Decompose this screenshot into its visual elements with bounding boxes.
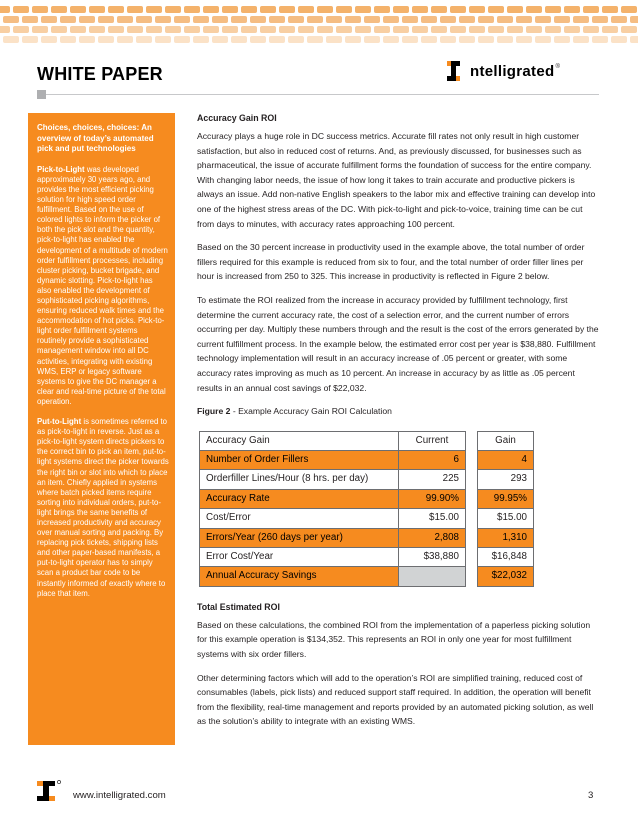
header-band-tile — [469, 6, 485, 13]
header-band-tile — [155, 16, 171, 23]
table-header-cell: Current — [399, 431, 466, 450]
header-band-tile — [3, 16, 19, 23]
header-band-tile — [193, 16, 209, 23]
header-band-tile — [516, 16, 532, 23]
table-cell-gain: 99.95% — [478, 489, 534, 508]
header-band-tile — [51, 26, 67, 33]
table-cell-gain: 4 — [478, 451, 534, 470]
header-band-tile — [374, 6, 390, 13]
header-band-tile — [421, 36, 437, 43]
header-band-tile — [621, 26, 637, 33]
header-band-tile — [364, 16, 380, 23]
header-band-tile — [440, 36, 456, 43]
header-band-tile — [108, 26, 124, 33]
table-cell-label: Error Cost/Year — [200, 548, 399, 567]
header-band-tile — [535, 36, 551, 43]
header-band-tile — [241, 6, 257, 13]
header-band-tile — [146, 26, 162, 33]
header-band-tile — [317, 26, 333, 33]
heading-total-estimated-roi: Total Estimated ROI — [197, 601, 280, 612]
header-band-tile — [583, 6, 599, 13]
table-row — [200, 470, 534, 489]
header-band-tile — [117, 16, 133, 23]
table-gap — [466, 451, 478, 470]
table-cell-gain: $22,032 — [478, 567, 534, 586]
header-band-tile — [13, 6, 29, 13]
header-band-tile — [98, 36, 114, 43]
footer-logo-icon — [37, 779, 63, 808]
header-band-tile — [345, 16, 361, 23]
header-band-tile — [469, 26, 485, 33]
header-band-tile — [573, 36, 589, 43]
header-band-tile — [146, 6, 162, 13]
table-gap — [466, 489, 478, 508]
header-band-tile — [450, 6, 466, 13]
figure-label: Figure 2 — [197, 406, 231, 417]
header-band-tile — [174, 36, 190, 43]
table-row — [200, 451, 534, 470]
header-band-tile — [393, 26, 409, 33]
header-band-tile — [155, 36, 171, 43]
header-band-tile — [0, 26, 10, 33]
header-band-tile — [184, 6, 200, 13]
header-band-tile — [431, 6, 447, 13]
header-band-tile — [573, 16, 589, 23]
header-band-tile — [526, 6, 542, 13]
roi-table — [199, 431, 534, 587]
header-band-tile — [288, 16, 304, 23]
sidebar-term-pick-to-light: Pick-to-Light — [37, 164, 85, 174]
table-gap — [466, 470, 478, 489]
paragraph-combined-roi: Based on these calculations, the combined ROI from the implementation of a paperless picking solution for this example operation is $134,352. This represents an ROI in only one year for most fulfillment systems with six order fillers. — [197, 619, 591, 659]
header-band-tile — [326, 16, 342, 23]
header-band-tile — [298, 6, 314, 13]
heading-accuracy-gain-roi: Accuracy Gain ROI — [197, 113, 277, 123]
header-band-tile — [393, 6, 409, 13]
header-band-tile — [459, 16, 475, 23]
header-band-tile — [431, 26, 447, 33]
company-logo — [447, 60, 560, 82]
header-band-tile — [279, 26, 295, 33]
logo-mark-icon — [447, 60, 469, 82]
logo-registered-mark: ® — [555, 64, 560, 70]
table-header-cell: Gain — [478, 431, 534, 450]
sidebar-panel — [28, 113, 175, 745]
header-band-tile — [136, 36, 152, 43]
table-cell-label: Number of Order Fillers — [200, 451, 399, 470]
header-band-tile — [507, 6, 523, 13]
table-cell-current — [399, 567, 466, 586]
header-band-tile — [79, 16, 95, 23]
header-band-tile — [222, 26, 238, 33]
header-band-tile — [383, 16, 399, 23]
sidebar-text-pick-to-light: was developed approximately 30 years ago, and provides the most efficient picking solution for high speed order fulfillment. Based on the use of colored lights to inform the picker of both the pick slot and the quantity, pick-to-light has enabled the development of a multitude of modern order fulfillment processes, including cluster picking, bucket brigade, and dynamic slotting. Pick-to-light has also enabled the development of sophisticated picking algorithms, ensuring reduced walk times and the accommodation of hot picks. Pick-to-light order fulfillment systems routinely provide a sophisticated management window into all DC activities, integrating with existing WMS, ERP or legacy software systems to give the DC manager a clear and real-time picture of the total operation. — [37, 164, 168, 406]
header-band-tile — [402, 16, 418, 23]
sidebar-put-to-light — [37, 417, 169, 599]
header-band-tile — [364, 36, 380, 43]
header-band-tile — [592, 36, 608, 43]
page-title: WHITE PAPER — [37, 64, 163, 84]
header-band-tile — [488, 6, 504, 13]
header-band-tile — [89, 26, 105, 33]
table-row — [200, 509, 534, 528]
table-gap — [466, 528, 478, 547]
header-band-tile — [374, 26, 390, 33]
header-band-tile — [260, 6, 276, 13]
main-content — [197, 112, 599, 738]
header-band-tile — [298, 26, 314, 33]
paragraph-accuracy-intro: Accuracy plays a huge role in DC success metrics. Accurate fill rates not only result in high customer satisfaction, but also in reduced cost of returns. And, as previously discussed, for businesses such as pharmaceutical, the issue of accurate fulfillment forms the foundation of success for the entire company. With changing labor needs, the issue of how long it takes to train accurate and productive pickers is always an issue. Add non-native English speakers to the labor mix and effective training can develop into one of the highest stress areas of the DC. With pick-to-light and pick-to-voice, training time can be cut from days to minutes, with accuracy rates approaching 100 percent. — [197, 131, 596, 229]
header-band-tile — [478, 16, 494, 23]
header-band-tile — [3, 36, 19, 43]
header-band-tile — [136, 16, 152, 23]
header-band-tile — [269, 16, 285, 23]
header-band-tile — [526, 26, 542, 33]
header-band-tile — [203, 6, 219, 13]
header-band-tile — [108, 6, 124, 13]
header-band-tile — [98, 16, 114, 23]
table-cell-current: $38,880 — [399, 548, 466, 567]
sidebar-text-put-to-light: is sometimes referred to as pick-to-light in reverse. Just as a pick-to-light system directs pickers to the correct bin to pick an item, put-to-light systems direct the picker towards the right bin or slot into which to place an item. Chiefly applied in systems where batch picked items require sorting into individual orders, put-to-light brings the same benefits of increased productivity and accuracy over manual sorting and packing. By replacing pick tickets, shipping lists and other paper-based manifests, a put-to-light operator has to simply scan a product bar code to be instantly informed of exactly where to place that item. — [37, 417, 169, 598]
header-band-tile — [212, 16, 228, 23]
header-band-tile — [22, 16, 38, 23]
header-band-tile — [32, 6, 48, 13]
table-gap — [466, 567, 478, 586]
decorative-header-band — [0, 0, 638, 48]
header-band-tile — [402, 36, 418, 43]
header-band-tile — [41, 16, 57, 23]
header-band-tile — [602, 26, 618, 33]
sidebar-term-put-to-light: Put-to-Light — [37, 417, 82, 427]
header-band-tile — [507, 26, 523, 33]
header-band-tile — [383, 36, 399, 43]
header-band-tile — [336, 6, 352, 13]
header-band-tile — [222, 6, 238, 13]
table-row — [200, 528, 534, 547]
header-band-tile — [440, 16, 456, 23]
header-band-tile — [127, 6, 143, 13]
table-row — [200, 567, 534, 586]
header-band-tile — [203, 26, 219, 33]
header-band-tile — [250, 16, 266, 23]
sidebar-intro: Choices, choices, choices: An overview of today’s automated pick and put technologies — [37, 123, 154, 154]
paragraph-roi-estimate: To estimate the ROI realized from the increase in accuracy provided by fulfillment technology, first determine the current accuracy rate, the cost of a selection error, and the current number of errors occurring per day. Multiply these numbers through and the result is the cost of the errors generated by the current fulfillment process. In the example below, the estimated error cost per year is $38,880. Fulfillment technology implementation will result in an accuracy increase of .05 percent or greater, with some accuracy rates improving as much as 10 percent. An increase in accuracy by as little as .05 percent results in an annual cost savings of $22,032. — [197, 294, 599, 393]
header-band-tile — [41, 36, 57, 43]
page-number: 3 — [588, 790, 594, 801]
header-divider-tab — [37, 90, 46, 99]
header-band-tile — [70, 6, 86, 13]
header-band-tile — [554, 16, 570, 23]
header-band-tile — [545, 6, 561, 13]
header-band-tile — [165, 6, 181, 13]
paragraph-other-factors: Other determining factors which will add to the operation’s ROI are simplified training, reduced cost of consumables (labels, pick lists) and reduced support staff required. In addition, the operation will benefit from the flexibility, real-time management and reports provided by an automated picking solution, as well as the solution’s ability to integrate with an existing WMS. — [197, 672, 594, 727]
figure-caption — [197, 404, 599, 419]
sidebar-pick-to-light — [37, 165, 169, 407]
header-band-tile — [269, 36, 285, 43]
footer-website-link[interactable]: www.intelligrated.com — [73, 790, 166, 801]
table-cell-label: Cost/Error — [200, 509, 399, 528]
header-band-tile — [165, 26, 181, 33]
header-band-tile — [611, 36, 627, 43]
header-band-tile — [564, 6, 580, 13]
table-cell-gain: $15.00 — [478, 509, 534, 528]
header-band-tile — [22, 36, 38, 43]
header-band-tile — [127, 26, 143, 33]
header-band-tile — [459, 36, 475, 43]
paragraph-productivity: Based on the 30 percent increase in productivity used in the example above, the total number of order fillers required for this example is reduced from six to four, and the total number of order filler lines per hour is increased from 250 to 325. This increase in productivity is reflected in Figure 2 below. — [197, 242, 585, 282]
header-band-tile — [564, 26, 580, 33]
header-band-tile — [13, 26, 29, 33]
header-band-tile — [51, 6, 67, 13]
table-cell-current: 2,808 — [399, 528, 466, 547]
table-cell-current: 6 — [399, 451, 466, 470]
header-band-tile — [279, 6, 295, 13]
header-band-tile — [241, 26, 257, 33]
header-band-tile — [421, 16, 437, 23]
header-band-tile — [621, 6, 637, 13]
header-band-tile — [545, 26, 561, 33]
table-cell-current: 99.90% — [399, 489, 466, 508]
header-band-tile — [60, 16, 76, 23]
header-band-tile — [326, 36, 342, 43]
table-cell-current: $15.00 — [399, 509, 466, 528]
header-band-tile — [250, 36, 266, 43]
header-band-tile — [345, 36, 361, 43]
header-band-tile — [602, 6, 618, 13]
header-band-tile — [288, 36, 304, 43]
table-cell-gain: 293 — [478, 470, 534, 489]
header-band-tile — [231, 16, 247, 23]
header-band-tile — [32, 26, 48, 33]
header-divider — [37, 94, 599, 95]
header-band-tile — [488, 26, 504, 33]
table-gap — [466, 431, 478, 450]
header-band-tile — [535, 16, 551, 23]
table-header-cell: Accuracy Gain — [200, 431, 399, 450]
table-cell-label: Errors/Year (260 days per year) — [200, 528, 399, 547]
header-band-tile — [184, 26, 200, 33]
table-gap — [466, 509, 478, 528]
header-band-tile — [212, 36, 228, 43]
header-band-tile — [497, 36, 513, 43]
header-band-tile — [630, 36, 638, 43]
table-gap — [466, 548, 478, 567]
header-band-tile — [260, 26, 276, 33]
header-band-tile — [307, 36, 323, 43]
header-band-tile — [231, 36, 247, 43]
table-header-row — [200, 431, 534, 450]
header-band-tile — [336, 26, 352, 33]
header-band-tile — [317, 6, 333, 13]
header-band-tile — [60, 36, 76, 43]
header-band-tile — [307, 16, 323, 23]
header-band-tile — [478, 36, 494, 43]
header-band-tile — [611, 16, 627, 23]
header-band-tile — [355, 26, 371, 33]
header-band-tile — [412, 6, 428, 13]
header-band-tile — [412, 26, 428, 33]
header-band-tile — [630, 16, 638, 23]
header-band-tile — [554, 36, 570, 43]
header-band-tile — [450, 26, 466, 33]
header-band-tile — [497, 16, 513, 23]
table-cell-gain: $16,848 — [478, 548, 534, 567]
table-cell-current: 225 — [399, 470, 466, 489]
table-cell-label: Orderfiller Lines/Hour (8 hrs. per day) — [200, 470, 399, 489]
header-band-tile — [516, 36, 532, 43]
header-band-tile — [89, 6, 105, 13]
header-band-tile — [0, 6, 10, 13]
header-band-tile — [583, 26, 599, 33]
header-band-tile — [193, 36, 209, 43]
table-row — [200, 489, 534, 508]
table-cell-gain: 1,310 — [478, 528, 534, 547]
table-cell-label: Accuracy Rate — [200, 489, 399, 508]
header-band-tile — [174, 16, 190, 23]
header-band-tile — [70, 26, 86, 33]
figure-caption-text: - Example Accuracy Gain ROI Calculation — [230, 406, 392, 417]
table-row — [200, 548, 534, 567]
header-band-tile — [79, 36, 95, 43]
header-band-tile — [355, 6, 371, 13]
header-band-tile — [117, 36, 133, 43]
table-cell-label: Annual Accuracy Savings — [200, 567, 399, 586]
logo-text: ntelligrated — [470, 62, 555, 80]
header-band-tile — [592, 16, 608, 23]
